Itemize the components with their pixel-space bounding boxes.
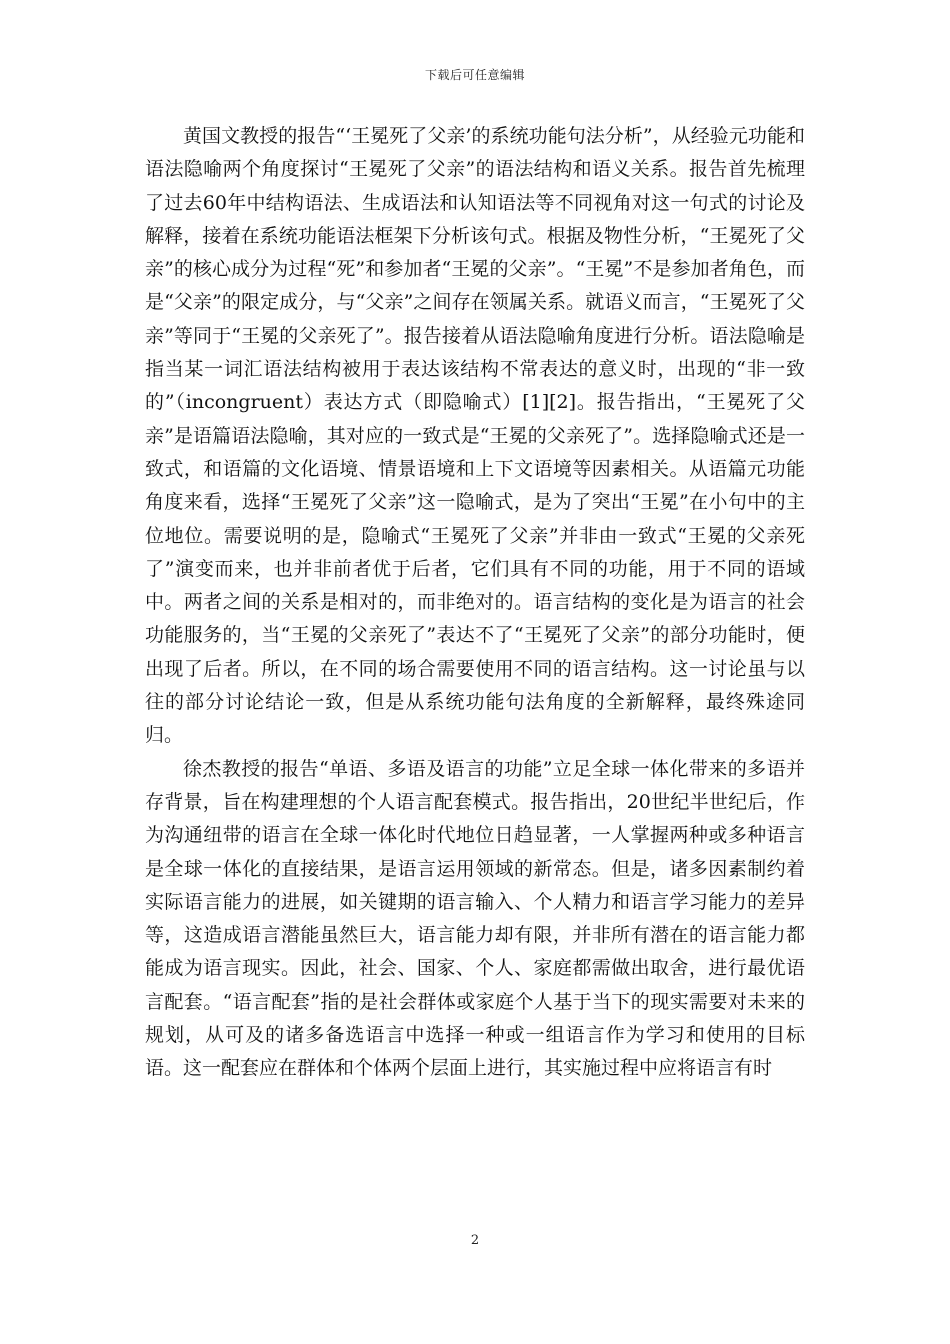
page-number: 2 xyxy=(470,1233,480,1248)
page-header: 下载后可任意编辑 xyxy=(424,68,525,82)
body-text xyxy=(145,120,805,1086)
paragraph: 黄国文教授的报告“‘王冕死了父亲’的系统功能句法分析”，从经验元功能和语法隐喻两个角度探讨“王冕死了父亲”的语法结构和语义关系。报告首先梳理了过去60年中结构语法、生成语法和认知语法等不同视角对这一句式的讨论及解释，接着在系统功能语法框架下分析该句式。根据及物性分析，“王冕死了父亲”的核心成分为过程“死”和参加者“王冕的父亲”。“王冕”不是参加者角色，而是“父亲”的限定成分，与“父亲”之间存在领属关系。就语义而言，“王冕死了父亲”等同于“王冕的父亲死了”。报告接着从语法隐喻角度进行分析。语法隐喻是指当某一词汇语法结构被用于表达该结构不常表达的意义时，出现的“非一致的”（incongruent）表达方式（即隐喻式）[1][2]。报告指出，“王冕死了父亲”是语篇语法隐喻，其对应的一致式是“王冕的父亲死了”。选择隐喻式还是一致式，和语篇的文化语境、情景语境和上下文语境等因素相关。从语篇元功能角度来看，选择“王冕死了父亲”这一隐喻式，是为了突出“王冕”在小句中的主位地位。需要说明的是，隐喻式“王冕死了父亲”并非由一致式“王冕的父亲死了”演变而来，也并非前者优于后者，它们具有不同的功能，用于不同的语域中。两者之间的关系是相对的，而非绝对的。语言结构的变化是为语言的社会功能服务的，当“王冕的父亲死了”表达不了“王冕死了父亲”的部分功能时，便出现了后者。所以，在不同的场合需要使用不同的语言结构。这一讨论虽与以往的部分讨论结论一致，但是从系统功能句法角度的全新解释，最终殊途同归。 xyxy=(145,125,805,747)
paragraph: 徐杰教授的报告“单语、多语及语言的功能”立足全球一体化带来的多语并存背景，旨在构建理想的个人语言配套模式。报告指出，20世纪半世纪后，作为沟通纽带的语言在全球一体化时代地位日趋显著，一人掌握两种或多种语言是全球一体化的直接结果，是语言运用领域的新常态。但是，诸多因素制约着实际语言能力的进展，如关键期的语言输入、个人精力和语言学习能力的差异等，这造成语言潜能虽然巨大，语言能力却有限，并非所有潜在的语言能力都能成为语言现实。因此，社会、国家、个人、家庭都需做出取舍，进行最优语言配套。“语言配套”指的是社会群体或家庭个人基于当下的现实需要对未来的规划，从可及的诸多备选语言中选择一种或一组语言作为学习和使用的目标语。这一配套应在群体和个体两个层面上进行，其实施过程中应将语言有时 xyxy=(145,757,805,1080)
